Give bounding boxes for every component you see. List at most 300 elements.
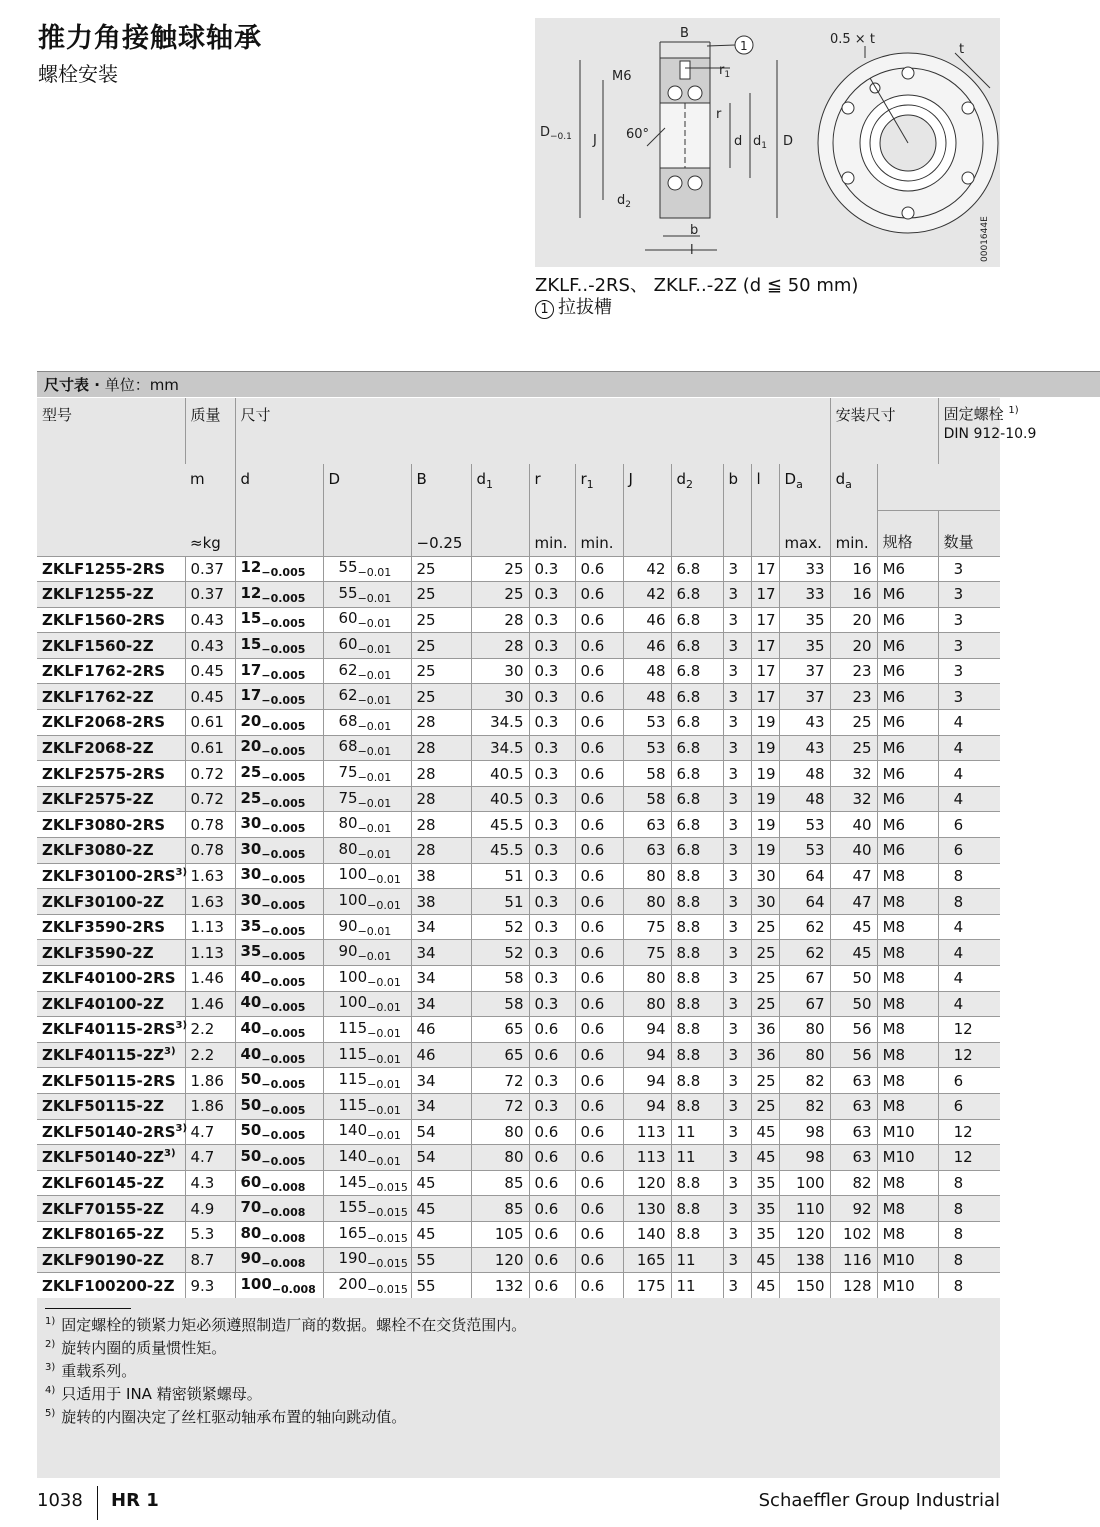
cell-d: $25_{-0.005}$ <box>235 786 323 812</box>
cell-qty: 8 <box>938 863 1000 889</box>
cell-model: ZKLF1255-2RS <box>42 559 166 578</box>
cell-b: 3 <box>723 1247 751 1273</box>
cell-d: $90_{-0.008}$ <box>235 1247 323 1273</box>
cell-da: 25 <box>830 710 877 736</box>
cell-spec: M8 <box>877 1068 938 1094</box>
cell-model: ZKLF1762-2RS <box>42 662 166 681</box>
bearing-drawing <box>535 18 1000 267</box>
cell-mass: 0.78 <box>185 812 235 838</box>
cell-d: $60_{-0.008}$ <box>235 1170 323 1196</box>
cell-model: ZKLF2068-2RS <box>42 713 166 732</box>
cell-D: $155_{-0.015}$ <box>323 1196 411 1222</box>
cell-r1: 0.6 <box>575 1042 623 1068</box>
caption-line-2 <box>535 297 858 319</box>
cell-model: ZKLF90190-2Z <box>37 1247 185 1273</box>
cell-spec: M8 <box>877 966 938 992</box>
cell-d: $50_{-0.005}$ <box>235 1068 323 1094</box>
cell-l: 25 <box>751 940 779 966</box>
cell-Da: 67 <box>779 991 830 1017</box>
cell-spec: M10 <box>877 1145 938 1171</box>
cell-model: ZKLF60145-2Z <box>42 1174 165 1193</box>
cell-spec: M6 <box>877 838 938 864</box>
table-row <box>37 863 1000 889</box>
cell-B: 34 <box>411 1068 471 1094</box>
cell-J: 42 <box>623 582 671 608</box>
cell-model: $ZKLF50140-2Z^{3)}$ <box>37 1145 185 1171</box>
cell-mass: 4.7 <box>185 1119 235 1145</box>
cell-B: 34 <box>411 991 471 1017</box>
cell-r: 0.3 <box>529 761 575 787</box>
cell-Da: 80 <box>779 1017 830 1043</box>
cell-D: $80_{-0.01}$ <box>323 838 411 864</box>
cell-d2: 11 <box>671 1145 723 1171</box>
cell-r1: 0.6 <box>575 914 623 940</box>
cell-J: 113 <box>623 1145 671 1171</box>
cell-b: 3 <box>723 1196 751 1222</box>
cell-b: 3 <box>723 786 751 812</box>
cell-d2: 6.8 <box>671 582 723 608</box>
table-row <box>37 838 1000 864</box>
cell-b: 3 <box>723 556 751 582</box>
cell-r1: 0.6 <box>575 940 623 966</box>
cell-r1: 0.6 <box>575 607 623 633</box>
cell-r: 0.6 <box>529 1247 575 1273</box>
header-dimensions: 尺寸 <box>235 398 830 464</box>
cell-Da: 43 <box>779 735 830 761</box>
cell-d: $50_{-0.005}$ <box>235 1119 323 1145</box>
cell-Da: 43 <box>779 710 830 736</box>
table-row <box>37 812 1000 838</box>
cell-model: ZKLF80165-2Z <box>42 1225 165 1244</box>
cell-J: 75 <box>623 940 671 966</box>
cell-Da: 62 <box>779 914 830 940</box>
cell-d1: 30 <box>471 684 529 710</box>
table-row <box>37 1017 1000 1043</box>
cell-D: $62_{-0.01}$ <box>323 684 411 710</box>
company-name: Schaeffler Group Industrial <box>758 1490 1000 1511</box>
cell-r1: 0.6 <box>575 1273 623 1299</box>
cell-mass: 0.72 <box>185 786 235 812</box>
cell-D: $115_{-0.01}$ <box>323 1093 411 1119</box>
cell-Da: 64 <box>779 889 830 915</box>
cell-d2: 8.8 <box>671 940 723 966</box>
cell-r: 0.3 <box>529 914 575 940</box>
cell-d1: 25 <box>471 556 529 582</box>
label-l: l <box>690 243 694 258</box>
cell-d2: 11 <box>671 1273 723 1299</box>
cell-mass: 1.46 <box>185 991 235 1017</box>
table-row <box>37 1119 1000 1145</box>
cell-mass: 8.7 <box>185 1247 235 1273</box>
cell-d2: 8.8 <box>671 1221 723 1247</box>
cell-model: ZKLF3590-2Z <box>37 940 185 966</box>
cell-b: 3 <box>723 735 751 761</box>
cell-J: 75 <box>623 914 671 940</box>
cell-b: 3 <box>723 1017 751 1043</box>
cell-d1: 52 <box>471 940 529 966</box>
cell-D: $75_{-0.01}$ <box>323 786 411 812</box>
cell-Da: 98 <box>779 1119 830 1145</box>
cell-qty: 4 <box>938 991 1000 1017</box>
cell-r1: 0.6 <box>575 1170 623 1196</box>
cell-model: ZKLF3080-2RS <box>42 815 166 834</box>
cell-da: 63 <box>830 1093 877 1119</box>
cell-B: 28 <box>411 786 471 812</box>
cell-mass: 0.72 <box>185 761 235 787</box>
header-bolt: 固定螺栓 $^{1)}$ DIN 912-10.9 <box>938 398 1000 464</box>
cell-d: $20_{-0.005}$ <box>235 710 323 736</box>
table-row <box>37 1221 1000 1247</box>
header-m: m <box>185 464 235 510</box>
unit-Da: max. <box>779 510 830 556</box>
cell-da: 32 <box>830 761 877 787</box>
cell-spec: M6 <box>877 556 938 582</box>
cell-b: 3 <box>723 582 751 608</box>
cell-D: $140_{-0.01}$ <box>323 1119 411 1145</box>
cell-r: 0.3 <box>529 684 575 710</box>
table-row <box>37 914 1000 940</box>
cell-B: 54 <box>411 1145 471 1171</box>
caption-line-1: ZKLF..-2RS、 ZKLF..-2Z (d ≦ 50 mm) <box>535 275 859 296</box>
cell-b: 3 <box>723 710 751 736</box>
cell-da: 40 <box>830 838 877 864</box>
cell-d1: 85 <box>471 1196 529 1222</box>
cell-Da: 53 <box>779 812 830 838</box>
cell-da: 23 <box>830 658 877 684</box>
cell-spec: M6 <box>877 761 938 787</box>
cell-model: ZKLF40100-2Z <box>37 991 185 1017</box>
header-r: r <box>529 464 575 510</box>
cell-B: 46 <box>411 1017 471 1043</box>
cell-r: 0.6 <box>529 1119 575 1145</box>
cell-qty: 3 <box>938 658 1000 684</box>
cell-qty: 3 <box>938 582 1000 608</box>
cell-mass: 0.43 <box>185 607 235 633</box>
dimension-table <box>37 398 1037 1298</box>
cell-model: ZKLF40115-2RS$^{3)}$ <box>42 1020 188 1039</box>
cell-r1: 0.6 <box>575 633 623 659</box>
cell-Da: 138 <box>779 1247 830 1273</box>
cell-da: 47 <box>830 889 877 915</box>
cell-d: $20_{-0.005}$ <box>235 735 323 761</box>
cell-r1: 0.6 <box>575 1068 623 1094</box>
header-mounting: 安装尺寸 <box>830 398 938 464</box>
cell-B: 54 <box>411 1119 471 1145</box>
cell-qty: 4 <box>938 786 1000 812</box>
cell-D: $60_{-0.01}$ <box>323 607 411 633</box>
label-angle: 60° <box>626 127 650 142</box>
cell-mass: 0.37 <box>185 556 235 582</box>
cell-D: $100_{-0.01}$ <box>323 889 411 915</box>
cell-d1: 45.5 <box>471 838 529 864</box>
cell-d2: 8.8 <box>671 1093 723 1119</box>
cell-D: $190_{-0.015}$ <box>323 1247 411 1273</box>
cell-spec: M8 <box>877 1042 938 1068</box>
unit-mass: ≈kg <box>185 510 235 556</box>
cell-B: 28 <box>411 735 471 761</box>
cell-qty: 12 <box>938 1119 1000 1145</box>
cell-r: 0.6 <box>529 1017 575 1043</box>
label-b: b <box>690 223 699 238</box>
cell-spec: M8 <box>877 1170 938 1196</box>
cell-model: ZKLF3590-2RS <box>42 918 166 937</box>
cell-l: 19 <box>751 761 779 787</box>
cell-J: 130 <box>623 1196 671 1222</box>
cell-r: 0.3 <box>529 812 575 838</box>
cell-mass: 0.78 <box>185 838 235 864</box>
cell-r: 0.3 <box>529 556 575 582</box>
cell-da: 102 <box>830 1221 877 1247</box>
cell-da: 63 <box>830 1119 877 1145</box>
cell-d2: 11 <box>671 1247 723 1273</box>
cell-d: $17_{-0.005}$ <box>235 684 323 710</box>
cell-d1: 58 <box>471 966 529 992</box>
cell-d: $30_{-0.005}$ <box>235 889 323 915</box>
cell-r1: 0.6 <box>575 658 623 684</box>
label-d1: $d_1$ <box>753 134 767 151</box>
cell-d: $50_{-0.005}$ <box>235 1093 323 1119</box>
cell-J: 165 <box>623 1247 671 1273</box>
cell-D: $60_{-0.01}$ <box>323 633 411 659</box>
cell-b: 3 <box>723 838 751 864</box>
cell-da: 50 <box>830 966 877 992</box>
cell-B: 38 <box>411 863 471 889</box>
cell-B: 34 <box>411 966 471 992</box>
cell-d1: 120 <box>471 1247 529 1273</box>
cell-d2: 6.8 <box>671 786 723 812</box>
cell-d1: 72 <box>471 1093 529 1119</box>
cell-qty: 8 <box>938 1170 1000 1196</box>
cell-l: 17 <box>751 633 779 659</box>
cell-r: 0.3 <box>529 786 575 812</box>
cell-d: $40_{-0.005}$ <box>235 966 323 992</box>
cell-l: 45 <box>751 1119 779 1145</box>
cell-qty: 6 <box>938 838 1000 864</box>
cell-d1: 58 <box>471 991 529 1017</box>
cell-d1: 65 <box>471 1042 529 1068</box>
cell-d: $40_{-0.005}$ <box>235 991 323 1017</box>
table-row <box>37 940 1000 966</box>
cell-J: 80 <box>623 966 671 992</box>
cell-J: 140 <box>623 1221 671 1247</box>
label-d2: $d_2$ <box>617 193 631 210</box>
cell-mass: 4.9 <box>185 1196 235 1222</box>
cell-l: 19 <box>751 735 779 761</box>
cell-D: $90_{-0.01}$ <box>323 940 411 966</box>
cell-d2: 8.8 <box>671 1017 723 1043</box>
table-row <box>37 684 1000 710</box>
table-row <box>37 1145 1000 1171</box>
label-B: B <box>680 26 689 41</box>
page-subtitle: 螺栓安装 <box>38 62 118 86</box>
cell-J: 80 <box>623 991 671 1017</box>
unit-r: min. <box>529 510 575 556</box>
cell-Da: 80 <box>779 1042 830 1068</box>
cell-r: 0.3 <box>529 710 575 736</box>
label-M6: M6 <box>612 69 632 84</box>
cell-da: 50 <box>830 991 877 1017</box>
cell-d1: 34.5 <box>471 735 529 761</box>
cell-l: 25 <box>751 966 779 992</box>
table-row <box>37 710 1000 736</box>
label-D01: $D_{-0.1}$ <box>540 125 572 142</box>
cell-model: ZKLF50115-2Z <box>37 1093 185 1119</box>
cell-d: $17_{-0.005}$ <box>235 658 323 684</box>
cell-l: 25 <box>751 1068 779 1094</box>
cell-r1: 0.6 <box>575 1093 623 1119</box>
table-row <box>37 1273 1000 1299</box>
cell-D: $145_{-0.015}$ <box>323 1170 411 1196</box>
header-d1: $d_1$ <box>471 464 529 510</box>
cell-d2: 6.8 <box>671 633 723 659</box>
cell-da: 23 <box>830 684 877 710</box>
cell-b: 3 <box>723 940 751 966</box>
cell-r: 0.3 <box>529 1093 575 1119</box>
cell-r: 0.6 <box>529 1273 575 1299</box>
cell-d2: 6.8 <box>671 556 723 582</box>
cell-l: 25 <box>751 1093 779 1119</box>
cell-da: 116 <box>830 1247 877 1273</box>
cell-D: $55_{-0.01}$ <box>323 556 411 582</box>
unit-B: −0.25 <box>411 510 471 556</box>
footnote-item: $^{2)}$ 旋转内圈的质量惯性矩。 <box>45 1339 227 1357</box>
cell-r1: 0.6 <box>575 582 623 608</box>
cell-da: 16 <box>830 582 877 608</box>
cell-spec: M6 <box>877 786 938 812</box>
cell-r: 0.3 <box>529 863 575 889</box>
cell-J: 120 <box>623 1170 671 1196</box>
cell-l: 30 <box>751 889 779 915</box>
cell-J: 63 <box>623 812 671 838</box>
cell-l: 25 <box>751 914 779 940</box>
cell-mass: 0.37 <box>185 582 235 608</box>
cell-b: 3 <box>723 812 751 838</box>
footnote-item: $^{3)}$ 重载系列。 <box>45 1362 137 1380</box>
header-da: $d_a$ <box>830 464 877 510</box>
header-d: d <box>235 464 323 510</box>
cell-d1: 40.5 <box>471 786 529 812</box>
cell-d1: 72 <box>471 1068 529 1094</box>
cell-Da: 33 <box>779 556 830 582</box>
cell-B: 28 <box>411 838 471 864</box>
cell-qty: 4 <box>938 735 1000 761</box>
catalog-name: HR 1 <box>111 1490 159 1511</box>
cell-J: 58 <box>623 786 671 812</box>
figure-caption <box>535 275 858 319</box>
cell-d2: 6.8 <box>671 607 723 633</box>
cell-B: 25 <box>411 658 471 684</box>
cell-spec: M6 <box>877 812 938 838</box>
cell-d2: 8.8 <box>671 914 723 940</box>
cell-Da: 64 <box>779 863 830 889</box>
cell-d2: 8.8 <box>671 966 723 992</box>
cell-d1: 65 <box>471 1017 529 1043</box>
cell-model: ZKLF1560-2RS <box>42 610 166 629</box>
cell-da: 45 <box>830 940 877 966</box>
cell-qty: 8 <box>938 1273 1000 1299</box>
cell-l: 17 <box>751 556 779 582</box>
cell-d: $80_{-0.008}$ <box>235 1221 323 1247</box>
cell-model: ZKLF50140-2RS$^{3)}$ <box>42 1122 188 1141</box>
cell-r: 0.3 <box>529 889 575 915</box>
header-spec: 规格 <box>877 510 938 556</box>
page-title: 推力角接触球轴承 <box>38 23 262 54</box>
cell-J: 63 <box>623 838 671 864</box>
cell-qty: 12 <box>938 1145 1000 1171</box>
cell-D: $100_{-0.01}$ <box>323 966 411 992</box>
cell-d1: 45.5 <box>471 812 529 838</box>
cell-B: 25 <box>411 556 471 582</box>
table-row <box>37 633 1000 659</box>
table-row <box>37 556 1000 582</box>
cell-d: $35_{-0.005}$ <box>235 940 323 966</box>
cell-Da: 37 <box>779 684 830 710</box>
cell-d: $35_{-0.005}$ <box>235 914 323 940</box>
table-row <box>37 991 1000 1017</box>
cell-D: $90_{-0.01}$ <box>323 914 411 940</box>
table-row <box>37 1093 1000 1119</box>
cell-qty: 6 <box>938 812 1000 838</box>
table-banner: 尺寸表 · 单位：mm <box>37 371 1100 397</box>
cell-d1: 25 <box>471 582 529 608</box>
footnote-item: $^{5)}$ 旋转的内圈决定了丝杠驱动轴承布置的轴向跳动值。 <box>45 1408 407 1426</box>
cell-B: 25 <box>411 684 471 710</box>
cell-B: 45 <box>411 1221 471 1247</box>
cell-d2: 8.8 <box>671 1042 723 1068</box>
cell-spec: M8 <box>877 991 938 1017</box>
cell-J: 94 <box>623 1017 671 1043</box>
cell-r: 0.6 <box>529 1170 575 1196</box>
cell-qty: 12 <box>938 1017 1000 1043</box>
cell-l: 45 <box>751 1145 779 1171</box>
cell-b: 3 <box>723 1145 751 1171</box>
cell-b: 3 <box>723 633 751 659</box>
cell-da: 56 <box>830 1017 877 1043</box>
cell-r: 0.3 <box>529 658 575 684</box>
cell-model: ZKLF70155-2Z <box>37 1196 185 1222</box>
cell-D: $115_{-0.01}$ <box>323 1068 411 1094</box>
cell-l: 19 <box>751 838 779 864</box>
cell-d: $70_{-0.008}$ <box>235 1196 323 1222</box>
cell-mass: 4.7 <box>185 1145 235 1171</box>
cell-d: $40_{-0.005}$ <box>235 1017 323 1043</box>
cell-B: 55 <box>411 1247 471 1273</box>
table-row <box>37 582 1000 608</box>
cell-mass: 9.3 <box>185 1273 235 1299</box>
cell-model: ZKLF40100-2RS <box>42 969 176 988</box>
cell-qty: 8 <box>938 1196 1000 1222</box>
cell-l: 19 <box>751 710 779 736</box>
cell-d: $15_{-0.005}$ <box>235 633 323 659</box>
cell-b: 3 <box>723 1170 751 1196</box>
table-row <box>37 786 1000 812</box>
cell-da: 45 <box>830 914 877 940</box>
cell-Da: 120 <box>779 1221 830 1247</box>
cell-D: $115_{-0.01}$ <box>323 1017 411 1043</box>
cell-mass: 4.3 <box>185 1170 235 1196</box>
cell-r: 0.3 <box>529 991 575 1017</box>
header-b: b <box>723 464 751 510</box>
cell-d: $40_{-0.005}$ <box>235 1042 323 1068</box>
cell-d1: 80 <box>471 1145 529 1171</box>
cell-d1: 85 <box>471 1170 529 1196</box>
header-l: l <box>751 464 779 510</box>
cell-d: $100_{-0.008}$ <box>235 1273 323 1299</box>
header-qty: 数量 <box>938 510 1000 556</box>
cell-qty: 3 <box>938 633 1000 659</box>
cell-da: 25 <box>830 735 877 761</box>
cell-mass: 0.61 <box>185 735 235 761</box>
